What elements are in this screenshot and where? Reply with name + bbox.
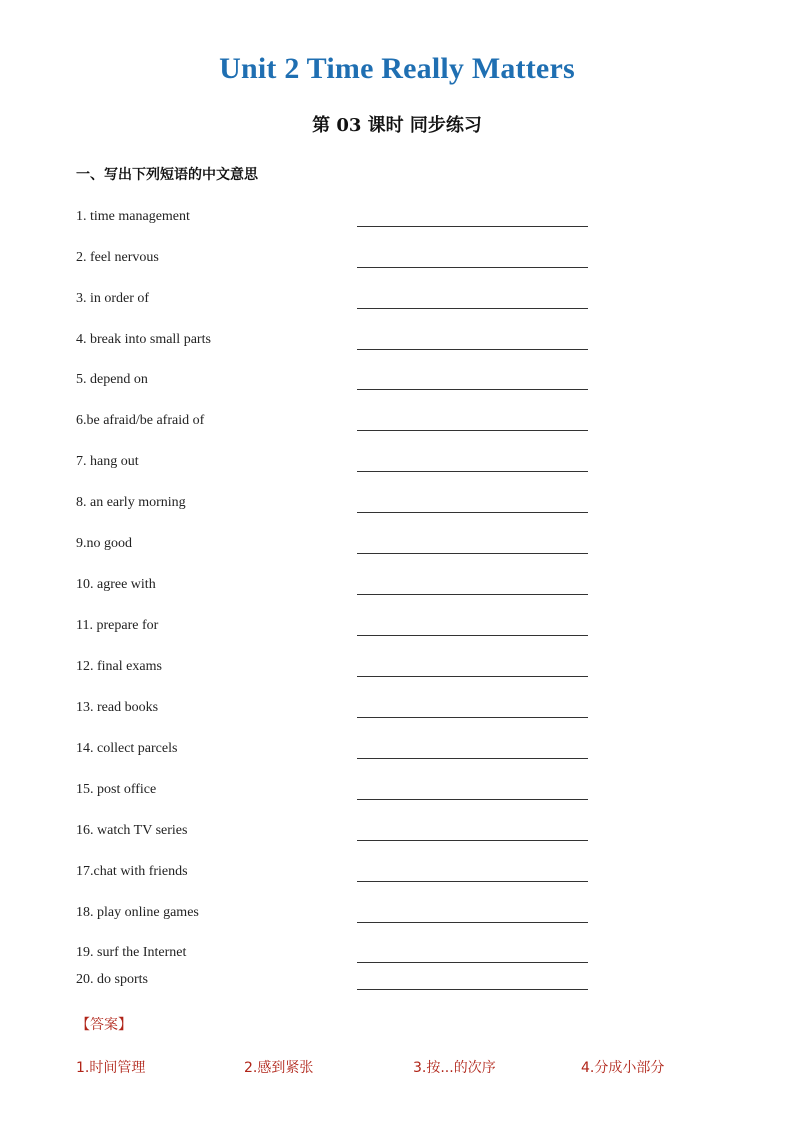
answer-blank-line[interactable]: [357, 349, 588, 350]
answer-blank-line[interactable]: [357, 389, 588, 390]
exercise-item: [76, 291, 596, 313]
phrase-text: 7. hang out: [76, 454, 139, 469]
phrase-text: 14. collect parcels: [76, 741, 178, 756]
answer-text: 4.分成小部分: [581, 1060, 665, 1076]
answer-row: [76, 1057, 756, 1079]
phrase-text: 1. time management: [76, 209, 190, 224]
answer-blank-line[interactable]: [357, 226, 588, 227]
exercise-item: [76, 823, 596, 845]
phrase-text: 12. final exams: [76, 659, 162, 674]
exercise-item: [76, 332, 596, 354]
answer-heading: 【答案】: [76, 1017, 132, 1033]
phrase-text: 18. play online games: [76, 905, 199, 920]
answer-blank-line[interactable]: [357, 512, 588, 513]
answer-blank-line[interactable]: [357, 308, 588, 309]
phrase-text: 10. agree with: [76, 577, 156, 592]
answer-blank-line[interactable]: [357, 989, 588, 990]
answer-blank-line[interactable]: [357, 717, 588, 718]
answer-blank-line[interactable]: [357, 758, 588, 759]
exercise-item: [76, 618, 596, 640]
answer-blank-line[interactable]: [357, 471, 588, 472]
exercise-item: [76, 972, 596, 994]
phrase-text: 8. an early morning: [76, 495, 186, 510]
answer-blank-line[interactable]: [357, 430, 588, 431]
answer-text: 2.感到紧张: [244, 1060, 314, 1076]
exercise-item: [76, 454, 596, 476]
answer-blank-line[interactable]: [357, 635, 588, 636]
lesson-subtitle: 第 03 课时 同步练习: [312, 115, 482, 136]
answer-text: 3.按...的次序: [413, 1060, 496, 1076]
answer-text: 1.时间管理: [76, 1060, 146, 1076]
phrase-text: 11. prepare for: [76, 618, 159, 633]
answer-blank-line[interactable]: [357, 676, 588, 677]
phrase-text: 6.be afraid/be afraid of: [76, 413, 205, 428]
exercise-item: [76, 700, 596, 722]
phrase-text: 15. post office: [76, 782, 157, 797]
exercise-item: [76, 945, 596, 967]
answer-blank-line[interactable]: [357, 922, 588, 923]
exercise-item: [76, 782, 596, 804]
phrase-text: 3. in order of: [76, 291, 150, 306]
exercise-item: [76, 659, 596, 681]
phrase-text: 4. break into small parts: [76, 332, 211, 347]
exercise-item: [76, 536, 596, 558]
exercise-item: [76, 577, 596, 599]
phrase-text: 19. surf the Internet: [76, 945, 187, 960]
exercise-item: [76, 209, 596, 231]
exercise-item: [76, 495, 596, 517]
phrase-text: 16. watch TV series: [76, 823, 188, 838]
answer-blank-line[interactable]: [357, 799, 588, 800]
phrase-text: 13. read books: [76, 700, 159, 715]
answer-blank-line[interactable]: [357, 267, 588, 268]
answer-blank-line[interactable]: [357, 594, 588, 595]
answer-blank-line[interactable]: [357, 962, 588, 963]
exercise-item: [76, 413, 596, 435]
section-heading: 一、写出下列短语的中文意思: [76, 167, 258, 183]
phrase-text: 2. feel nervous: [76, 250, 159, 265]
answer-blank-line[interactable]: [357, 840, 588, 841]
exercise-item: [76, 372, 596, 394]
answer-blank-line[interactable]: [357, 881, 588, 882]
phrase-text: 17.chat with friends: [76, 864, 188, 879]
exercise-item: [76, 250, 596, 272]
exercise-item: [76, 905, 596, 927]
phrase-text: 5. depend on: [76, 372, 148, 387]
page-title: Unit 2 Time Really Matters: [219, 52, 575, 85]
phrase-text: 9.no good: [76, 536, 132, 551]
phrase-text: 20. do sports: [76, 972, 148, 987]
answer-blank-line[interactable]: [357, 553, 588, 554]
exercise-item: [76, 741, 596, 763]
exercise-item: [76, 864, 596, 886]
